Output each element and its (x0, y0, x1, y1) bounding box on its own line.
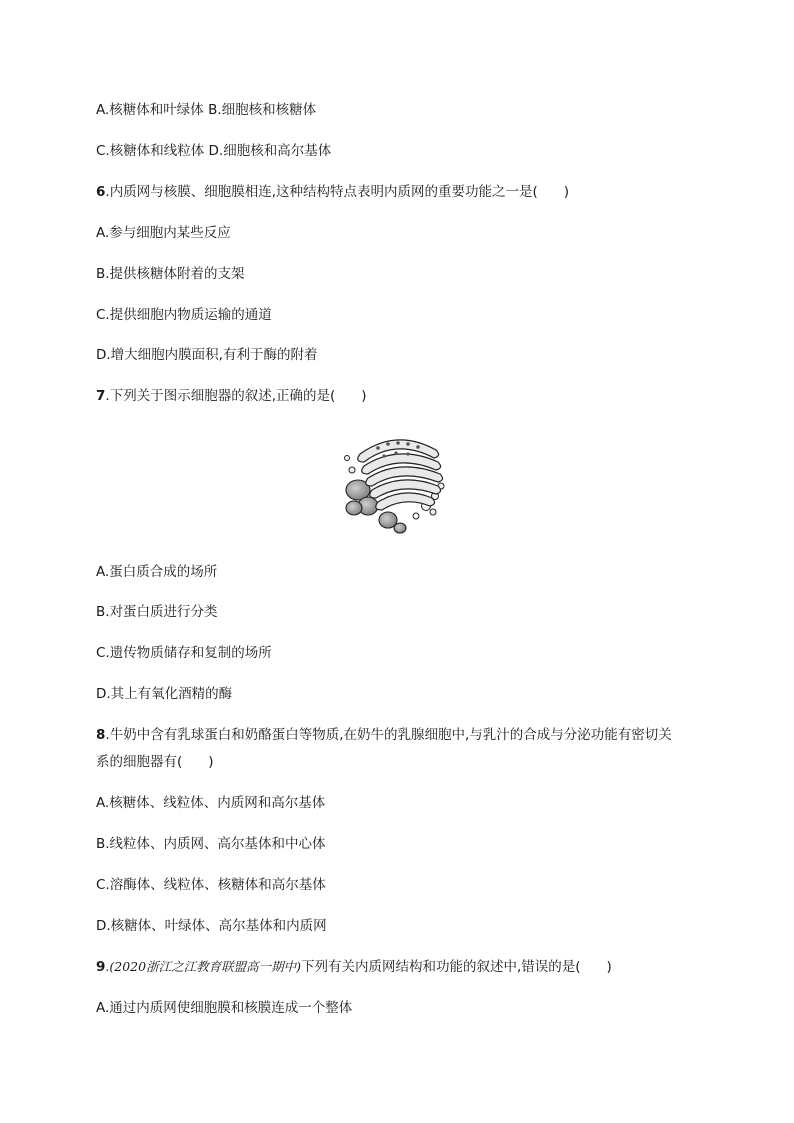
q8-number: 8 (96, 727, 106, 743)
q8-close-bracket: ) (208, 754, 214, 770)
q8-option-a: A.核糖体、线粒体、内质网和高尔基体 (96, 795, 326, 811)
q7-stem (96, 386, 367, 406)
q8-option-b: B.线粒体、内质网、高尔基体和中心体 (96, 836, 326, 852)
q8-stem-text-2: 系的细胞器有( (96, 754, 183, 770)
q7-close-bracket: ) (361, 388, 367, 404)
golgi-apparatus-illustration (338, 428, 458, 540)
q9-number: 9 (96, 959, 106, 975)
q9-close-bracket: ) (606, 959, 612, 975)
q7-option-a: A.蛋白质合成的场所 (96, 564, 218, 580)
q8-stem-line2 (96, 752, 214, 772)
q6-number: 6 (96, 184, 106, 200)
q6-stem-text: .内质网与核膜、细胞膜相连,这种结构特点表明内质网的重要功能之一是( (105, 184, 538, 200)
q9-stem (96, 957, 612, 977)
q6-option-a: A.参与细胞内某些反应 (96, 225, 231, 241)
q7-option-b: B.对蛋白质进行分类 (96, 604, 218, 620)
q5-options-ab: A.核糖体和叶绿体 B.细胞核和核糖体 (96, 102, 317, 118)
q9-option-a: A.通过内质网使细胞膜和核膜连成一个整体 (96, 1000, 353, 1016)
q8-option-c: C.溶酶体、线粒体、核糖体和高尔基体 (96, 877, 326, 893)
q6-option-c: C.提供细胞内物质运输的通道 (96, 307, 272, 323)
q6-stem (96, 182, 569, 202)
q6-option-b: B.提供核糖体附着的支架 (96, 266, 245, 282)
q8-stem-line1 (96, 725, 672, 745)
q6-option-d: D.增大细胞内膜面积,有利于酶的附着 (96, 347, 318, 363)
q6-close-bracket: ) (563, 184, 570, 200)
q5-options-cd: C.核糖体和线粒体 D.细胞核和高尔基体 (96, 143, 332, 159)
q9-stem-text: 下列有关内质网结构和功能的叙述中,错误的是( (300, 959, 581, 975)
q9-source: .(2020浙江之江教育联盟高一期中) (105, 959, 301, 974)
q8-option-d: D.核糖体、叶绿体、高尔基体和内质网 (96, 918, 327, 934)
q7-number: 7 (96, 388, 106, 404)
q8-stem-text: .牛奶中含有乳球蛋白和奶酪蛋白等物质,在奶牛的乳腺细胞中,与乳汁的合成与分泌功能有密切关 (105, 727, 672, 743)
q7-option-d: D.其上有氧化酒精的酶 (96, 686, 233, 702)
q7-option-c: C.遗传物质储存和复制的场所 (96, 645, 272, 661)
q7-stem-text: .下列关于图示细胞器的叙述,正确的是( (105, 388, 336, 404)
